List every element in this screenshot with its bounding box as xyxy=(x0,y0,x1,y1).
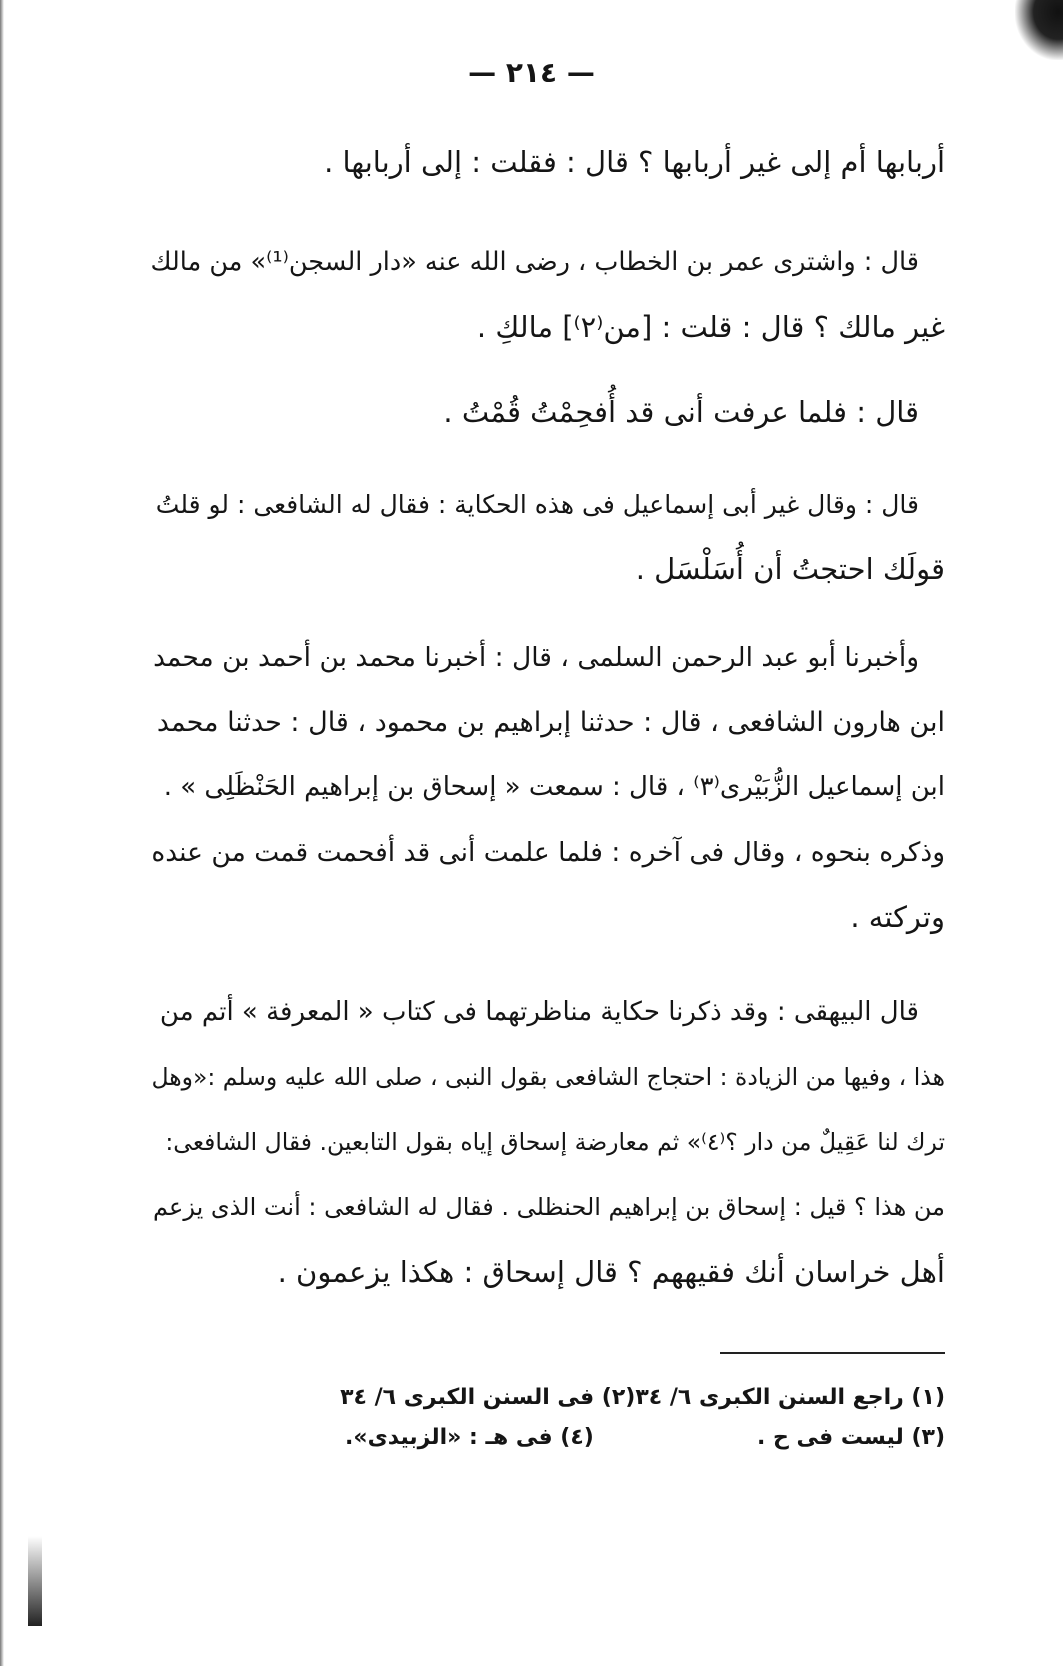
text-line: ترك لنا عَقِيلٌ من دار ؟⁽٤⁾» ثم معارضة إسحاق إياه بقول التابعين. فقال الشافعى: xyxy=(165,1128,945,1156)
footnote-1: (١) راجع السنن الكبرى ٦/ ٣٤ xyxy=(635,1385,945,1410)
paragraph-2 xyxy=(150,230,945,360)
text-line: قال البيهقى : وقد ذكرنا حكاية مناظرتهما فى كتاب « المعرفة » أتم من xyxy=(159,997,919,1027)
scan-mark-decoration xyxy=(28,1536,42,1626)
paragraph-6 xyxy=(150,980,945,1305)
footnotes xyxy=(340,1378,945,1458)
text-line: من هذا ؟ قيل : إسحاق بن إبراهيم الحنظلى . فقال له الشافعى : أنت الذى يزعم xyxy=(153,1193,945,1221)
text-line: أربابها أم إلى غير أربابها ؟ قال : فقلت : إلى أربابها . xyxy=(324,145,945,179)
footnote-divider xyxy=(720,1352,945,1354)
text-line: قال : واشترى عمر بن الخطاب ، رضى الله عنه «دار السجن⁽¹⁾» من مالك xyxy=(150,247,919,277)
text-line: غير مالك ؟ قال : قلت : [من⁽٢⁾] مالكِ . xyxy=(476,310,945,344)
footnote-4: (٤) فى هـ : «الزبيدى». xyxy=(345,1425,594,1450)
page-edge-decoration xyxy=(0,0,4,1666)
binding-shadow-decoration xyxy=(1015,0,1063,60)
footnote-row xyxy=(340,1378,945,1418)
page-number: — ٢١٤ — xyxy=(468,56,595,89)
paragraph-5 xyxy=(150,625,945,950)
paragraph-1 xyxy=(150,130,945,195)
paragraph-4 xyxy=(150,472,945,602)
text-line: أهل خراسان أنك فقيههم ؟ قال إسحاق : هكذا يزعمون . xyxy=(277,1255,945,1289)
text-line: وذكره بنحوه ، وقال فى آخره : فلما علمت أنى قد أفحمت قمت من عنده xyxy=(151,837,945,868)
text-line: وتركته . xyxy=(850,900,945,934)
paragraph-3 xyxy=(150,380,945,445)
text-line: قال : فلما عرفت أنى قد أُفحِمْتُ قُمْتُ . xyxy=(443,395,919,429)
footnote-row xyxy=(345,1418,945,1458)
text-line: ابن هارون الشافعى ، قال : حدثنا إبراهيم بن محمود ، قال : حدثنا محمد xyxy=(156,707,945,738)
text-line: هذا ، وفيها من الزيادة : احتجاج الشافعى بقول النبى ، صلى الله عليه وسلم :«وهل xyxy=(151,1063,945,1091)
footnote-3: (٣) ليست فى ح . xyxy=(757,1425,945,1450)
text-line: ابن إسماعيل الزُّبَيْرى⁽٣⁾ ، قال : سمعت « إسحاق بن إبراهيم الحَنْظَلِى » . xyxy=(163,772,945,802)
text-line: قال : وقال غير أبى إسماعيل فى هذه الحكاية : فقال له الشافعى : لو قلتُ xyxy=(155,490,919,519)
footnote-2: (٢) فى السنن الكبرى ٦/ ٣٤ xyxy=(340,1385,636,1410)
text-line: وأخبرنا أبو عبد الرحمن السلمى ، قال : أخبرنا محمد بن أحمد بن محمد xyxy=(153,642,919,673)
text-line: قولَك احتجتُ أن أُسَلْسَل . xyxy=(635,552,945,586)
